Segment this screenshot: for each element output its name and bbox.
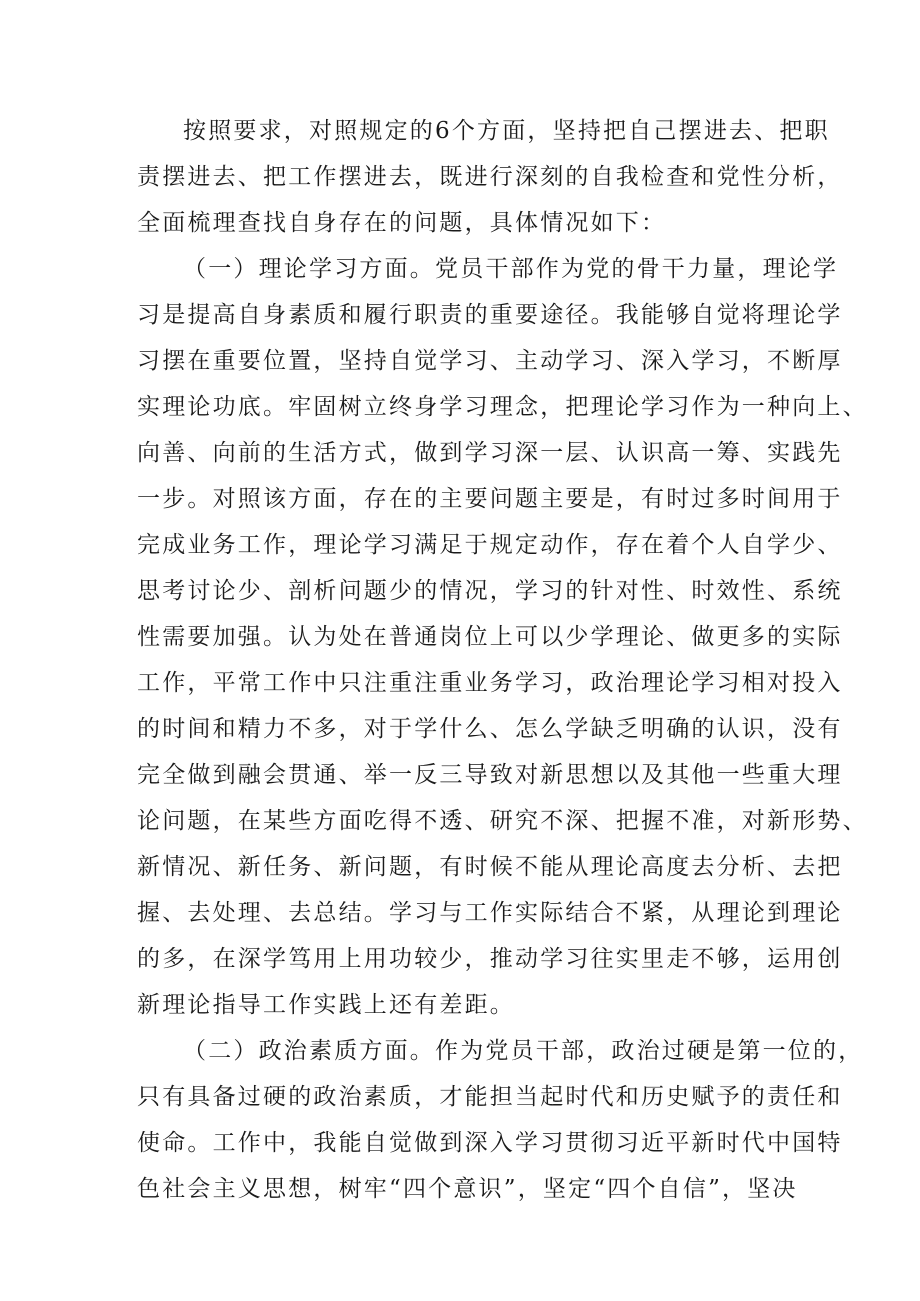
text-line-11: 思考讨论少、剖析问题少的情况，学习的针对性、时效性、系统 [137, 578, 843, 604]
text-line-5: 习是提高自身素质和履行职责的重要途径。我能够自觉将理论学 [137, 302, 843, 328]
text-line-22: 只有具备过硬的政治素质，才能担当起时代和历史赋予的责任和 [137, 1084, 843, 1110]
text-line-3: 全面梳理查找自身存在的问题，具体情况如下： [137, 210, 667, 236]
text-line-1: 按照要求，对照规定的6个方面，坚持把自己摆进去、把职 [183, 118, 830, 144]
text-line-23: 使命。工作中，我能自觉做到深入学习贯彻习近平新时代中国特 [137, 1130, 843, 1156]
text-line-12: 性需要加强。认为处在普通岗位上可以少学理论、做更多的实际 [137, 624, 843, 650]
text-line-21: （二）政治素质方面。作为党员干部，政治过硬是第一位的， [183, 1038, 864, 1064]
text-line-19: 的多，在深学笃用上用功较少，推动学习往实里走不够，运用创 [137, 946, 843, 972]
text-line-16: 论问题，在某些方面吃得不透、研究不深、把握不准，对新形势、 [137, 808, 868, 834]
text-line-17: 新情况、新任务、新问题，有时候不能从理论高度去分析、去把 [137, 854, 843, 880]
text-line-9: 一步。对照该方面，存在的主要问题主要是，有时过多时间用于 [137, 486, 843, 512]
text-line-14: 的时间和精力不多，对于学什么、怎么学缺乏明确的认识，没有 [137, 716, 843, 742]
text-line-24: 色社会主义思想，树牢“四个意识”，坚定“四个自信”，坚决 [137, 1176, 798, 1202]
text-line-4: （一）理论学习方面。党员干部作为党的骨干力量，理论学 [183, 256, 839, 282]
text-line-13: 工作，平常工作中只注重注重业务学习，政治理论学习相对投入 [137, 670, 843, 696]
text-line-15: 完全做到融会贯通、举一反三导致对新思想以及其他一些重大理 [137, 762, 843, 788]
text-line-10: 完成业务工作，理论学习满足于规定动作，存在着个人自学少、 [137, 532, 843, 558]
text-line-8: 向善、向前的生活方式，做到学习深一层、认识高一筹、实践先 [137, 440, 843, 466]
text-line-20: 新理论指导工作实践上还有差距。 [137, 992, 515, 1018]
text-line-18: 握、去处理、去总结。学习与工作实际结合不紧，从理论到理论 [137, 900, 843, 926]
text-line-7: 实理论功底。牢固树立终身学习理念，把理论学习作为一种向上、 [137, 394, 868, 420]
text-line-6: 习摆在重要位置，坚持自觉学习、主动学习、深入学习，不断厚 [137, 348, 843, 374]
text-line-2: 责摆进去、把工作摆进去，既进行深刻的自我检查和党性分析， [137, 164, 843, 190]
